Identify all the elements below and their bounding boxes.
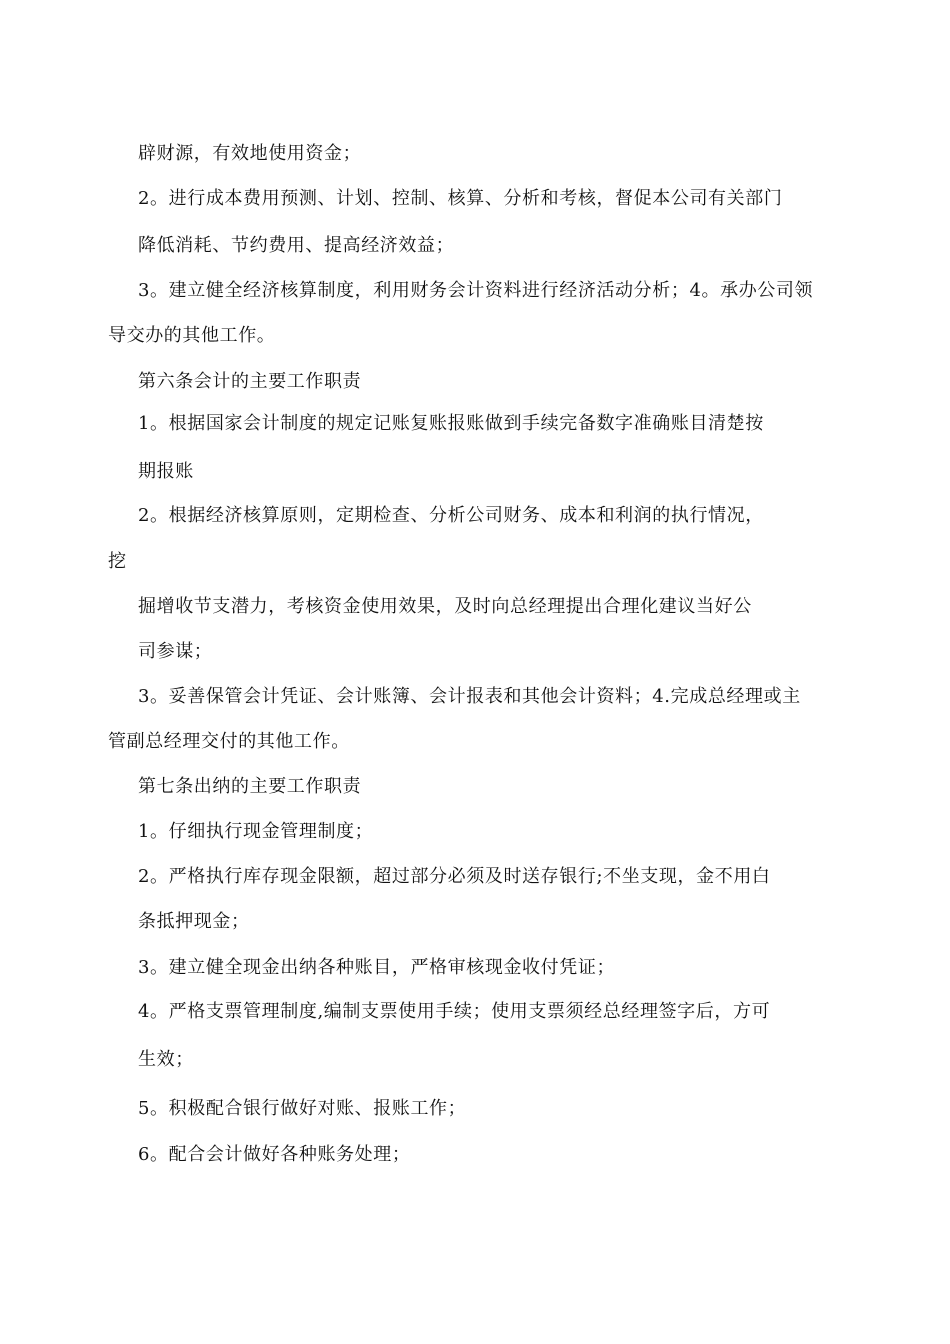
text-line: 3。建立健全经济核算制度，利用财务会计资料进行经济活动分析；4。承办公司领 <box>138 280 814 301</box>
text-line: 条抵押现金； <box>138 911 250 932</box>
text-line: 辟财源，有效地使用资金； <box>138 143 362 164</box>
text-line: 3。建立健全现金出纳各种账目，严格审核现金收付凭证； <box>138 957 616 978</box>
text-line: 2。根据经济核算原则，定期检查、分析公司财务、成本和利润的执行情况， <box>138 505 764 526</box>
text-line: 司参谋； <box>138 641 213 662</box>
text-line: 4。严格支票管理制度,编制支票使用手续；使用支票须经总经理签字后，方可 <box>138 1001 771 1022</box>
text-line: 1。根据国家会计制度的规定记账复账报账做到手续完备数字准确账目清楚按 <box>138 413 764 434</box>
section-heading: 第七条出纳的主要工作职责 <box>138 776 362 797</box>
text-line: 导交办的其他工作。 <box>108 325 276 346</box>
text-line: 2。进行成本费用预测、计划、控制、核算、分析和考核，督促本公司有关部门 <box>138 188 783 209</box>
text-line: 降低消耗、节约费用、提高经济效益； <box>138 235 455 256</box>
text-line: 2。严格执行库存现金限额，超过部分必须及时送存银行;不坐支现，金不用白 <box>138 866 771 887</box>
text-line: 5。积极配合银行做好对账、报账工作； <box>138 1098 467 1119</box>
text-line: 挖 <box>108 551 127 572</box>
section-heading: 第六条会计的主要工作职责 <box>138 371 362 392</box>
text-line: 生效； <box>138 1049 194 1070</box>
text-line: 6。配合会计做好各种账务处理； <box>138 1144 411 1165</box>
text-line: 1。仔细执行现金管理制度； <box>138 821 374 842</box>
text-line: 期报账 <box>138 461 194 482</box>
text-line: 掘增收节支潜力，考核资金使用效果，及时向总经理提出合理化建议当好公 <box>138 596 752 617</box>
text-line: 管副总经理交付的其他工作。 <box>108 731 350 752</box>
text-line: 3。妥善保管会计凭证、会计账簿、会计报表和其他会计资料；4.完成总经理或主 <box>138 686 801 707</box>
